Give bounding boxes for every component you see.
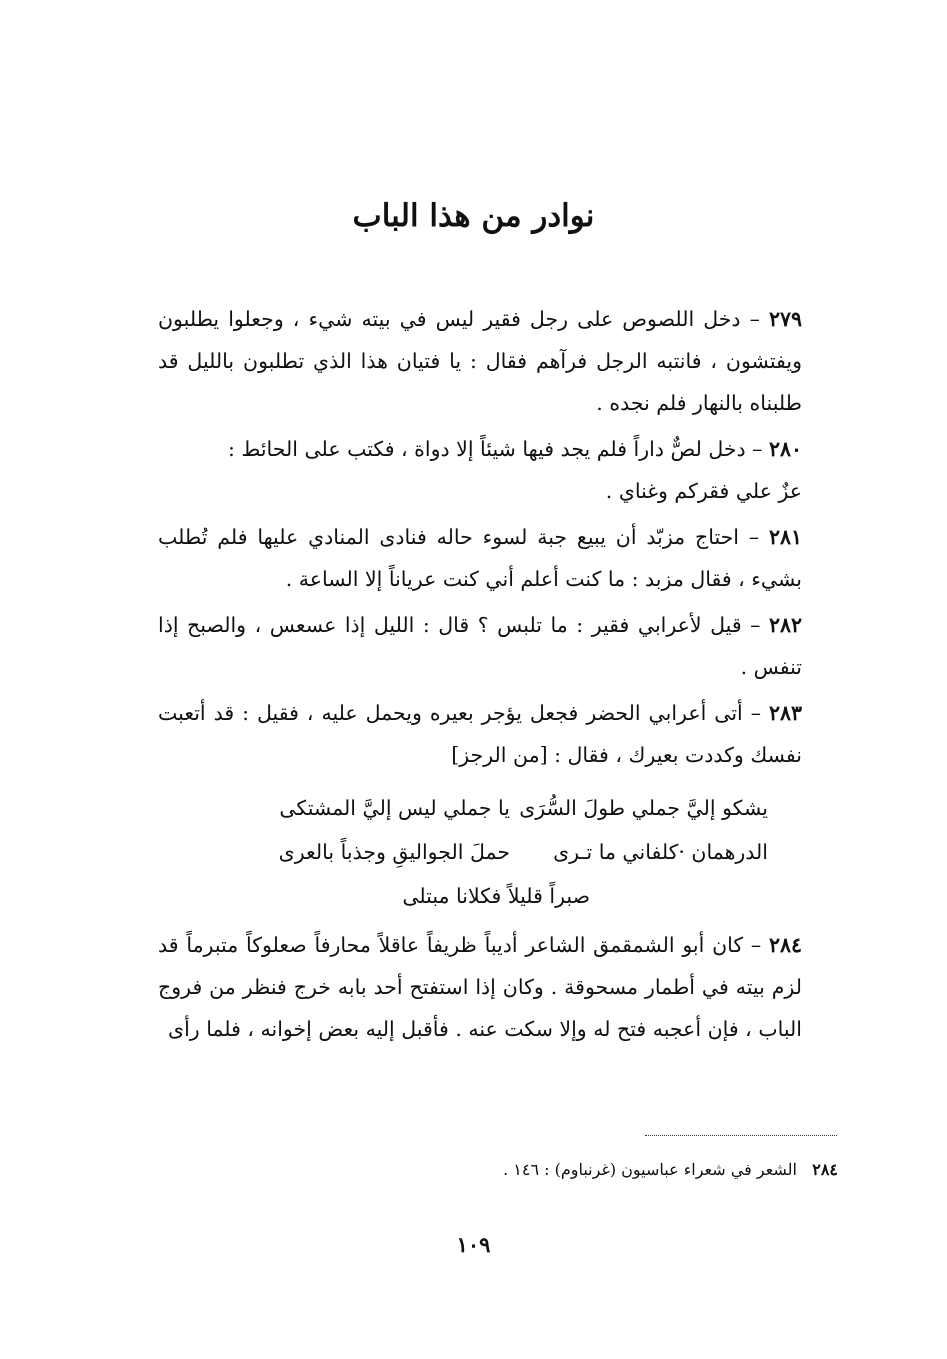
entry-text: – كان أبو الشمقمق الشاعر أديباً ظريفاً عاقلاً محارفاً صعلوكاً متبرماً قد لزم بيته في أطمار مسحوقة . وكان إذا استفتح أحد بابه خرج فنظر من فروج الباب ، فإن أعجبه فتح له وإلا سكت عنه . فأقبل إليه بعض إخوانه ، فلما رأى [158,933,802,1041]
entry-281 [158,516,838,600]
entry-text: – قيل لأعرابي فقير : ما تلبس ؟ قال : الليل إذا عسعس ، والصبح إذا تنفس . [158,613,802,679]
entry-number: ٢٨٣ [768,701,802,725]
footnote-text: الشعر في شعراء عباسيون (غرنباوم) : ١٤٦ . [503,1160,797,1179]
entry-284 [158,924,838,1050]
entry-text: – احتاج مزبّد أن يبيع جبة لسوء حاله فنادى المنادي عليها فلم تُطلب بشيء ، فقال مزبد : ما كنت أعلم أني كنت عرياناً إلا الساعة . [158,525,802,591]
entry-283 [158,692,838,776]
poem-hemistich: الدرهمان ·كلفاني ما تـرى [553,840,768,864]
entry-text: – دخل لصٌّ داراً فلم يجد فيها شيئاً إلا دواة ، فكتب على الحائط : [227,437,769,461]
poem-line-2 [158,830,838,874]
entry-282 [158,604,838,688]
poem-line-3 [158,874,838,918]
entry-number: ٢٨٠ [768,437,802,461]
footnote-divider [645,1135,837,1136]
entry-number: ٢٨١ [768,525,802,549]
entry-280 [158,428,838,512]
poem-hemistich: يا جملي ليس إليَّ المشتكى [279,796,510,820]
page-body [158,298,838,1050]
entry-number: ٢٨٢ [768,613,802,637]
poem-hemistich: يشكو إليَّ جملي طولَ السُّرَى [519,796,768,820]
entry-279 [158,298,838,424]
poem-hemistich: صبراً قليلاً فكلانا مبتلى [402,884,590,908]
poem [158,786,838,918]
poem-line-1 [158,786,838,830]
entry-number: ٢٨٤ [768,933,802,957]
entry-text: – أتى أعرابي الحضر فجعل يؤجر بعيره ويحمل عليه ، فقيل : قد أتعبت نفسك وكددت بعيرك ، فقال : [من الرجز] [158,701,802,767]
page-number: ١٠٩ [456,1232,491,1257]
page-title: نوادر من هذا الباب [352,198,595,234]
footnote-number: ٢٨٤ [812,1160,838,1179]
entry-verse: عزٌ علي فقركم وغناي . [605,479,802,503]
entry-text: – دخل اللصوص على رجل فقير ليس في بيته شيء ، وجعلوا يطلبون ويفتشون ، فانتبه الرجل فرآهم فقال : يا فتيان هذا الذي تطلبون بالليل قد طلبناه بالنهار فلم نجده . [158,307,802,415]
poem-hemistich: حملَ الجواليقِ وجذباً بالعرى [278,840,510,864]
footnote [158,1160,838,1179]
entry-number: ٢٧٩ [768,307,802,331]
